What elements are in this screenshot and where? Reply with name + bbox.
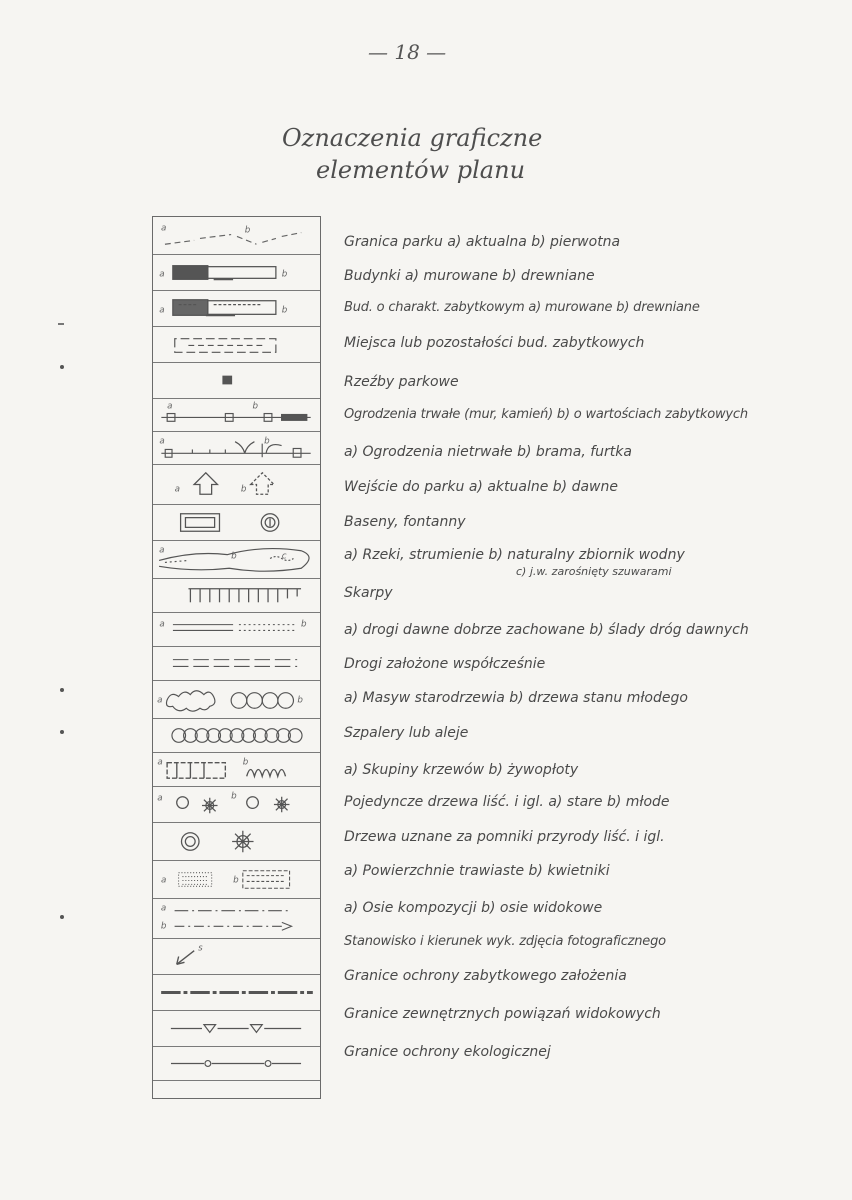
single-tree-symbol [153,787,320,823]
legend-text-1: Granica parku a) aktualna b) pierwotna [344,234,621,250]
legend-text-8: Wejście do parku a) aktualne b) dawne [344,479,618,495]
svg-text:b: b [281,305,288,316]
svg-text:b: b [233,875,239,886]
view-connection-boundary-symbol [153,1011,320,1047]
svg-text:b: b [244,225,251,236]
legend-text-18: Drzewa uznane za pomniki przyrody liść. i igl. [344,829,665,845]
legend-text-15: Szpalery lub aleje [344,725,469,741]
svg-text:c: c [281,551,287,562]
svg-text:a: a [159,305,165,316]
park-boundary-symbol [153,217,320,255]
sculpture-symbol [153,363,320,399]
legend-text-7: a) Ogrodzenia nietrwałe b) brama, furtka [344,444,632,460]
page-title [282,122,602,186]
svg-text:a: a [157,793,163,804]
svg-text:a: a [161,875,167,886]
legend-text-6: Ogrodzenia trwałe (mur, kamień) b) o wartościach zabytkowych [344,407,748,422]
fence-gate-symbol [153,432,320,465]
lawn-flowerbed-symbol [153,861,320,899]
legend-text-24: Granice ochrony ekologicznej [344,1044,551,1060]
ecological-protection-boundary-symbol [153,1047,320,1081]
svg-text:b: b [231,791,237,802]
svg-text:b: b [281,269,288,280]
building-symbol [153,255,320,291]
legend-text-21: Stanowisko i kierunek wyk. zdjęcia fotograficznego [344,934,666,949]
building-remains-symbol [153,327,320,363]
svg-text:b: b [252,401,259,412]
legend-text-4: Miejsca lub pozostałości bud. zabytkowych [344,335,645,351]
svg-text:a: a [157,695,163,706]
heritage-protection-boundary-symbol [153,975,320,1011]
margin-dot [60,915,64,919]
svg-text:b: b [231,551,237,562]
margin-dot [60,365,64,369]
permanent-fence-symbol [153,399,320,432]
shrub-symbol [153,753,320,787]
legend-subtext-10: c) j.w. zarośnięty szuwarami [516,565,672,578]
title-line-1: Oznaczenia graficzne [282,124,543,152]
empty-symbol-row [153,1081,320,1098]
legend-text-22: Granice ochrony zabytkowego założenia [344,968,627,984]
svg-text:a: a [161,223,167,234]
legend-symbol-table [152,216,321,1099]
legend-text-11: Skarpy [344,585,393,601]
svg-text:b: b [242,757,249,768]
axis-symbol [153,899,320,939]
photo-position-symbol [153,939,320,975]
svg-text:b: b [264,436,270,447]
svg-text:a: a [159,436,165,447]
escarpment-symbol [153,579,320,613]
park-entrance-symbol [153,465,320,505]
svg-text:a: a [160,903,167,914]
legend-text-13: Drogi założone współcześnie [344,656,546,672]
margin-dot [60,730,64,734]
legend-text-9: Baseny, fontanny [344,514,466,530]
svg-text:a: a [174,484,180,495]
legend-text-5: Rzeźby parkowe [344,374,459,390]
svg-text:a: a [167,401,173,412]
svg-text:s: s [198,943,203,954]
svg-text:a: a [159,545,165,556]
legend-text-23: Granice zewnętrznych powiązań widokowych [344,1006,661,1022]
old-road-symbol [153,613,320,647]
legend-text-3: Bud. o charakt. zabytkowym a) murowane b) drewniane [344,300,700,315]
historic-building-symbol [153,291,320,327]
modern-road-symbol [153,647,320,681]
legend-text-20: a) Osie kompozycji b) osie widokowe [344,900,603,916]
svg-text:b: b [297,695,303,706]
svg-text:b: b [160,921,167,932]
legend-text-12: a) drogi dawne dobrze zachowane b) ślady dróg dawnych [344,622,749,638]
legend-text-2: Budynki a) murowane b) drewniane [344,268,595,284]
legend-text-16: a) Skupiny krzewów b) żywopłoty [344,762,579,778]
water-symbol [153,541,320,579]
svg-text:a: a [159,269,165,280]
pool-fountain-symbol [153,505,320,541]
svg-text:b: b [240,484,247,495]
legend-text-10: a) Rzeki, strumienie b) naturalny zbiornik wodny [344,547,685,563]
margin-tick [58,323,64,325]
margin-dot [60,688,64,692]
page-number: — 18 — [368,40,447,64]
avenue-symbol [153,719,320,753]
legend-text-19: a) Powierzchnie trawiaste b) kwietniki [344,863,610,879]
tree-mass-symbol [153,681,320,719]
title-line-2: elementów planu [316,156,526,184]
legend-text-14: a) Masyw starodrzewia b) drzewa stanu młodego [344,690,688,706]
natural-monument-symbol [153,823,320,861]
svg-text:a: a [157,757,163,768]
svg-text:a: a [159,619,165,630]
svg-text:b: b [301,619,307,630]
legend-text-17: Pojedyncze drzewa liść. i igl. a) stare b) młode [344,794,670,810]
